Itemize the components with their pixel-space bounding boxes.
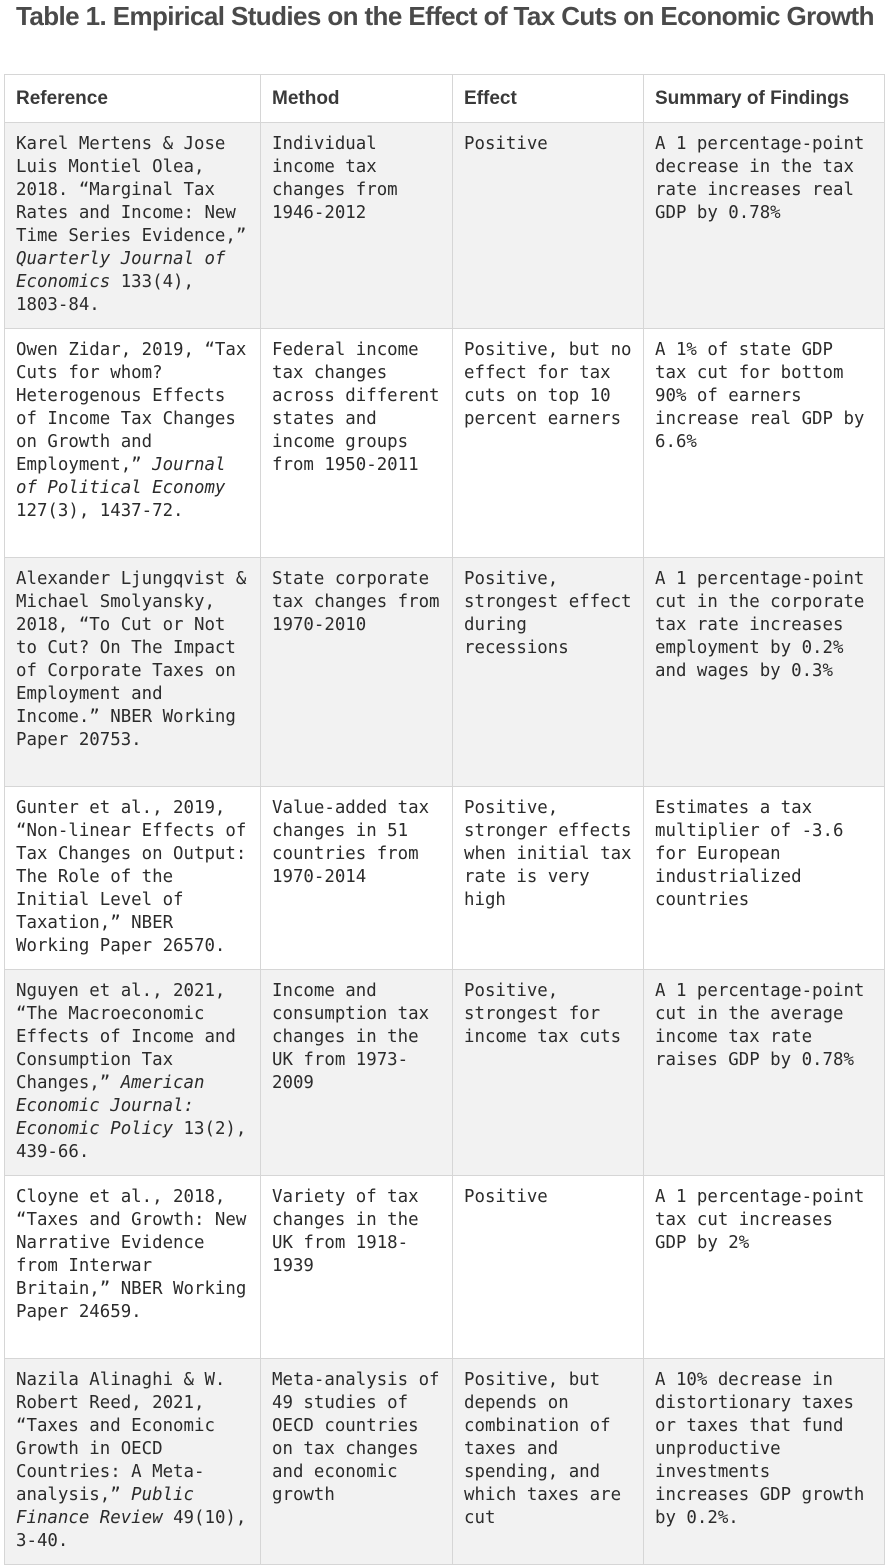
summary-cell: A 10% decrease in distortionary taxes or taxes that fund unproductive investments increases GDP growth by 0.2%. — [644, 1359, 885, 1565]
reference-text: Nguyen et al., 2021, “The Macroeconomic Effects of Income and Consumption Tax Changes,” — [16, 981, 236, 1093]
effect-cell: Positive, but depends on combination of taxes and spending, and which taxes are cut — [453, 1359, 644, 1565]
table-row — [5, 1359, 885, 1565]
reference-cell — [5, 329, 261, 558]
reference-text: Nazila Alinaghi & W. Robert Reed, 2021, “Taxes and Economic Growth in OECD Countries: A Meta-analysis,” — [16, 1370, 226, 1505]
table-row — [5, 970, 885, 1176]
table-header-row — [5, 75, 885, 123]
table-row — [5, 787, 885, 970]
summary-cell: A 1 percentage-point tax cut increases GDP by 2% — [644, 1176, 885, 1359]
reference-citation: 13(2), 439-66. — [16, 1119, 247, 1162]
reference-text: Gunter et al., 2019, “Non-linear Effects of Tax Changes on Output: The Role of the Initial Level of Taxation,” NBER Working Paper 26570. — [16, 798, 247, 956]
method-cell: Federal income tax changes across different states and income groups from 1950-2011 — [261, 329, 453, 558]
reference-cell — [5, 558, 261, 787]
reference-cell — [5, 970, 261, 1176]
summary-cell: A 1 percentage-point cut in the corporate tax rate increases employment by 0.2% and wages by 0.3% — [644, 558, 885, 787]
effect-cell: Positive — [453, 123, 644, 329]
method-cell: Individual income tax changes from 1946-2012 — [261, 123, 453, 329]
reference-citation: 127(3), 1437-72. — [16, 501, 184, 521]
column-header-effect: Effect — [453, 75, 644, 123]
summary-cell: Estimates a tax multiplier of -3.6 for European industrialized countries — [644, 787, 885, 970]
table-row — [5, 123, 885, 329]
reference-text: Alexander Ljungqvist & Michael Smolyansky, 2018, “To Cut or Not to Cut? On The Impact of Corporate Taxes on Employment and Income.” NBER Working Paper 20753. — [16, 569, 247, 750]
column-header-reference: Reference — [5, 75, 261, 123]
summary-cell: A 1 percentage-point cut in the average income tax rate raises GDP by 0.78% — [644, 970, 885, 1176]
table-title: Table 1. Empirical Studies on the Effect of Tax Cuts on Economic Growth — [16, 1, 874, 31]
method-cell: Variety of tax changes in the UK from 1918-1939 — [261, 1176, 453, 1359]
method-cell: State corporate tax changes from 1970-2010 — [261, 558, 453, 787]
effect-cell: Positive, strongest effect during recessions — [453, 558, 644, 787]
reference-cell — [5, 1359, 261, 1565]
column-header-method: Method — [261, 75, 453, 123]
method-cell: Meta-analysis of 49 studies of OECD countries on tax changes and economic growth — [261, 1359, 453, 1565]
reference-cell — [5, 1176, 261, 1359]
reference-citation: 133(4), 1803-84. — [16, 272, 194, 315]
reference-text: Karel Mertens & Jose Luis Montiel Olea, 2018. “Marginal Tax Rates and Income: New Time Series Evidence,” — [16, 134, 247, 246]
table-row — [5, 558, 885, 787]
studies-table — [4, 74, 885, 1565]
reference-cell — [5, 123, 261, 329]
journal-name: American Economic Journal: Economic Policy — [16, 1073, 205, 1139]
effect-cell: Positive, strongest for income tax cuts — [453, 970, 644, 1176]
effect-cell: Positive, stronger effects when initial tax rate is very high — [453, 787, 644, 970]
reference-cell — [5, 787, 261, 970]
reference-text: Cloyne et al., 2018, “Taxes and Growth: New Narrative Evidence from Interwar Britain,” NBER Working Paper 24659. — [16, 1187, 247, 1322]
method-cell: Income and consumption tax changes in the UK from 1973-2009 — [261, 970, 453, 1176]
reference-text: Owen Zidar, 2019, “Tax Cuts for whom? Heterogenous Effects of Income Tax Changes on Growth and Employment,” — [16, 340, 247, 475]
summary-cell: A 1% of state GDP tax cut for bottom 90% of earners increase real GDP by 6.6% — [644, 329, 885, 558]
journal-name: Public Finance Review — [16, 1485, 194, 1528]
summary-cell: A 1 percentage-point decrease in the tax rate increases real GDP by 0.78% — [644, 123, 885, 329]
effect-cell: Positive — [453, 1176, 644, 1359]
journal-name: Quarterly Journal of Economics — [16, 249, 226, 292]
effect-cell: Positive, but no effect for tax cuts on top 10 percent earners — [453, 329, 644, 558]
column-header-summary: Summary of Findings — [644, 75, 885, 123]
table-row — [5, 329, 885, 558]
table-row — [5, 1176, 885, 1359]
reference-citation: 49(10), 3-40. — [16, 1508, 247, 1551]
journal-name: Journal of Political Economy — [16, 455, 226, 498]
method-cell: Value-added tax changes in 51 countries from 1970-2014 — [261, 787, 453, 970]
